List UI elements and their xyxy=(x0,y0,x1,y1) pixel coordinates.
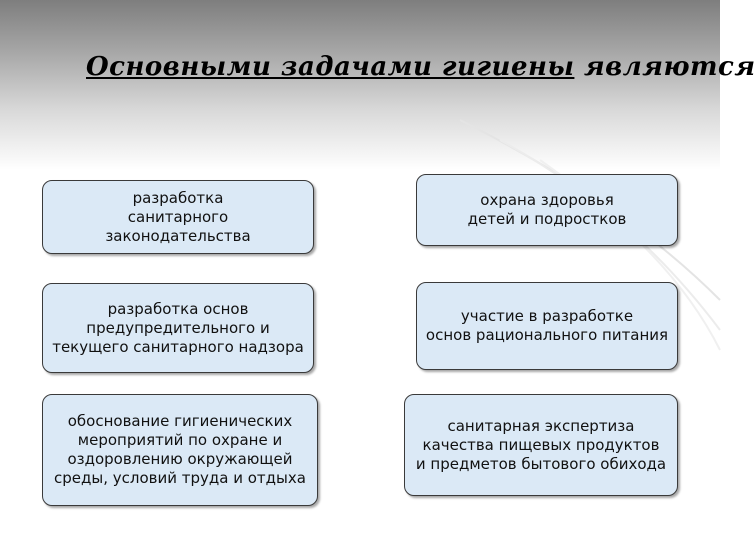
slide-title-underlined: Основными задачами гигиены xyxy=(86,52,575,82)
slide-title-rest: являются xyxy=(574,52,756,82)
task-box-children-health xyxy=(416,174,678,246)
task-text: разработка основ предупредительного и текущего санитарного надзора xyxy=(52,299,304,356)
task-text: санитарная экспертиза качества пищевых продуктов и предметов бытового обихода xyxy=(415,416,667,473)
task-text: участие в разработке основ рационального питания xyxy=(425,307,669,344)
task-box-legislation xyxy=(42,180,314,254)
task-box-food-expertise xyxy=(404,394,678,496)
task-text: разработка санитарного законодательства xyxy=(105,188,251,245)
task-text: охрана здоровья детей и подростков xyxy=(467,191,627,228)
task-text: обоснование гигиенических мероприятий по охране и оздоровлению окружающей среды, условий труда и отдыха xyxy=(54,412,306,487)
task-box-environment xyxy=(42,394,318,506)
task-box-sanitary-supervision xyxy=(42,283,314,373)
task-box-nutrition xyxy=(416,282,678,370)
slide-title xyxy=(86,52,756,82)
